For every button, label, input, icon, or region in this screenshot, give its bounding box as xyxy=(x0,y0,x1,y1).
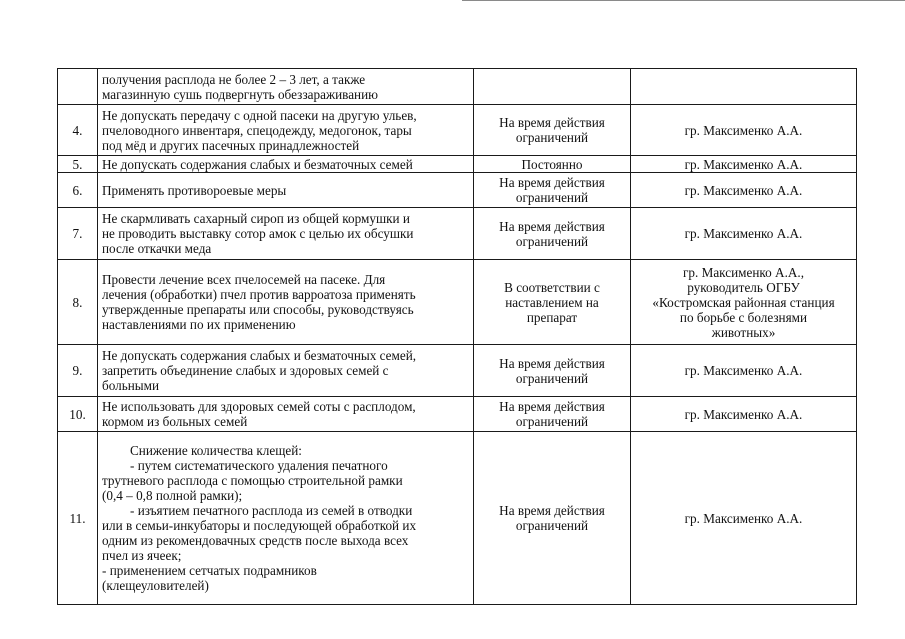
measure-text: Снижение количества клещей: - путем систематического удаления печатного трутневого расплода с помощью строительной рамки (0,4 – 0,8 полной рамки); - изъятием печатного расплода из семей в отводки или в семьи-инкубаторы и последующей обработкой их одним из рекомендовачных средств после выхода всех пчел из ячеек; - применением сетчатых подрамников (клещеуловителей) xyxy=(98,432,474,605)
measure-text: Не допускать содержания слабых и безматочных семей, запретить объединение слабых и здоровых семей с больными xyxy=(98,345,474,397)
measure-text: Не допускать передачу с одной пасеки на другую ульев, пчеловодного инвентаря, спецодежду, медогонок, тары под мёд и других пасечных принадлежностей xyxy=(98,105,474,156)
table-row xyxy=(58,397,857,432)
responsible-cell: гр. Максименко А.А. xyxy=(631,432,857,605)
measures-table xyxy=(57,68,857,605)
row-number: 10. xyxy=(58,397,98,432)
row-number: 8. xyxy=(58,260,98,345)
term-cell: На время действия ограничений xyxy=(474,397,631,432)
responsible-cell: гр. Максименко А.А. xyxy=(631,208,857,260)
measure-text: Применять противороевые меры xyxy=(98,173,474,208)
term-cell: На время действия ограничений xyxy=(474,105,631,156)
measure-text: Не допускать содержания слабых и безматочных семей xyxy=(98,156,474,173)
measure-text: Провести лечение всех пчелосемей на пасеке. Для лечения (обработки) пчел против варроатоза применять утвержденные препараты или способы, руководствуясь наставлениями по их применению xyxy=(98,260,474,345)
measure-text: Не использовать для здоровых семей соты с расплодом, кормом из больных семей xyxy=(98,397,474,432)
table-row xyxy=(58,156,857,173)
responsible-cell: гр. Максименко А.А. xyxy=(631,173,857,208)
row-number: 7. xyxy=(58,208,98,260)
term-cell xyxy=(474,69,631,105)
page-top-rule xyxy=(462,0,905,1)
table-row xyxy=(58,208,857,260)
table-row xyxy=(58,345,857,397)
table-row xyxy=(58,69,857,105)
responsible-cell: гр. Максименко А.А. xyxy=(631,105,857,156)
table-row xyxy=(58,260,857,345)
table-row xyxy=(58,432,857,605)
measure-text: получения расплода не более 2 – 3 лет, а также магазинную сушь подвергнуть обеззараживанию xyxy=(98,69,474,105)
row-number: 11. xyxy=(58,432,98,605)
responsible-cell: гр. Максименко А.А. xyxy=(631,397,857,432)
table-row xyxy=(58,173,857,208)
term-cell: Постоянно xyxy=(474,156,631,173)
row-number: 9. xyxy=(58,345,98,397)
responsible-cell: гр. Максименко А.А. xyxy=(631,345,857,397)
table-row xyxy=(58,105,857,156)
responsible-cell xyxy=(631,69,857,105)
measure-text: Не скармливать сахарный сироп из общей кормушки и не проводить выставку сотор амок с целью их обсушки после откачки меда xyxy=(98,208,474,260)
term-cell: На время действия ограничений xyxy=(474,345,631,397)
row-number: 5. xyxy=(58,156,98,173)
row-number: 6. xyxy=(58,173,98,208)
term-cell: В соответствии с наставлением на препарат xyxy=(474,260,631,345)
term-cell: На время действия ограничений xyxy=(474,208,631,260)
term-cell: На время действия ограничений xyxy=(474,432,631,605)
row-number: 4. xyxy=(58,105,98,156)
responsible-cell: гр. Максименко А.А., руководитель ОГБУ «Костромская районная станция по борьбе с болезнями животных» xyxy=(631,260,857,345)
responsible-cell: гр. Максименко А.А. xyxy=(631,156,857,173)
term-cell: На время действия ограничений xyxy=(474,173,631,208)
row-number xyxy=(58,69,98,105)
